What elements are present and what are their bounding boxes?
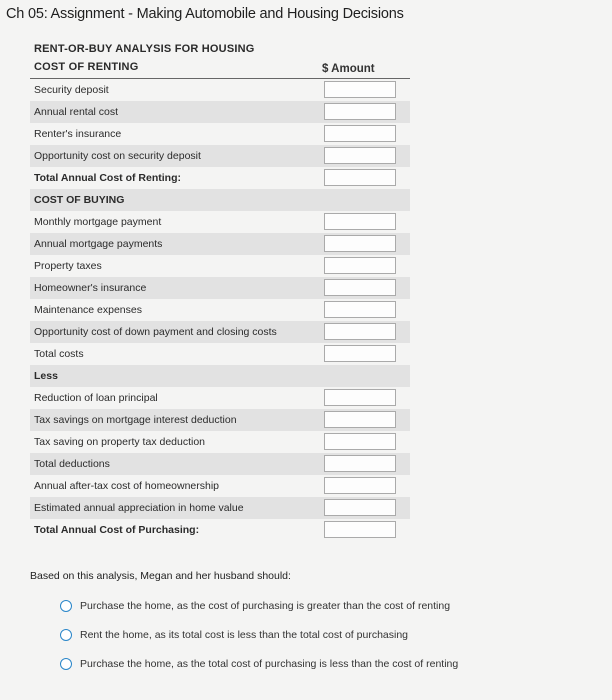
table-row <box>30 519 410 541</box>
after-tax-cost-input[interactable] <box>324 477 396 494</box>
table-row <box>30 79 410 101</box>
row-label: Total Annual Cost of Renting: <box>34 172 181 184</box>
row-label: Reduction of loan principal <box>34 392 158 404</box>
renting-section-header: COST OF RENTING <box>34 61 139 73</box>
row-label: Total costs <box>34 348 84 360</box>
table-row <box>30 277 410 299</box>
row-label: Annual mortgage payments <box>34 238 163 250</box>
row-label: Renter's insurance <box>34 128 122 140</box>
radio-button-icon[interactable] <box>60 600 72 612</box>
radio-button-icon[interactable] <box>60 658 72 670</box>
table-row <box>30 299 410 321</box>
less-section-header: Less <box>34 370 58 382</box>
amount-column-header: $ Amount <box>322 63 375 75</box>
row-label: Opportunity cost of down payment and closing costs <box>34 326 277 338</box>
homeowners-insurance-input[interactable] <box>324 279 396 296</box>
table-row <box>30 123 410 145</box>
buying-section-header: COST OF BUYING <box>34 194 125 206</box>
option-label: Rent the home, as its total cost is less than the total cost of purchasing <box>80 629 409 641</box>
opportunity-cost-deposit-input[interactable] <box>324 147 396 164</box>
property-tax-savings-input[interactable] <box>324 433 396 450</box>
table-row <box>30 343 410 365</box>
row-label: Estimated annual appreciation in home value <box>34 502 244 514</box>
row-label: Total deductions <box>34 458 110 470</box>
annual-mortgage-input[interactable] <box>324 235 396 252</box>
table-row <box>30 497 410 519</box>
total-purchasing-input[interactable] <box>324 521 396 538</box>
table-row <box>30 387 410 409</box>
table-row <box>30 409 410 431</box>
less-section-header-row <box>30 365 410 387</box>
table-row <box>30 145 410 167</box>
option-purchase-less[interactable] <box>60 658 458 670</box>
rent-or-buy-table <box>30 40 410 541</box>
table-title: RENT-OR-BUY ANALYSIS FOR HOUSING <box>34 43 255 55</box>
mortgage-interest-savings-input[interactable] <box>324 411 396 428</box>
table-row <box>30 167 410 189</box>
row-label: Opportunity cost on security deposit <box>34 150 201 162</box>
row-label: Property taxes <box>34 260 102 272</box>
option-label: Purchase the home, as the cost of purchasing is greater than the cost of renting <box>80 600 451 612</box>
table-row <box>30 475 410 497</box>
option-rent-less[interactable] <box>60 629 408 641</box>
buying-section-header-row <box>30 189 410 211</box>
row-label: Maintenance expenses <box>34 304 142 316</box>
security-deposit-input[interactable] <box>324 81 396 98</box>
annual-rental-cost-input[interactable] <box>324 103 396 120</box>
table-row <box>30 255 410 277</box>
option-purchase-greater[interactable] <box>60 600 450 612</box>
row-label: Tax savings on mortgage interest deduction <box>34 414 237 426</box>
row-label: Tax saving on property tax deduction <box>34 436 206 448</box>
radio-button-icon[interactable] <box>60 629 72 641</box>
table-row <box>30 211 410 233</box>
row-label: Annual after-tax cost of homeownership <box>34 480 220 492</box>
total-deductions-input[interactable] <box>324 455 396 472</box>
table-row <box>30 453 410 475</box>
total-renting-input[interactable] <box>324 169 396 186</box>
opportunity-cost-down-payment-input[interactable] <box>324 323 396 340</box>
monthly-mortgage-input[interactable] <box>324 213 396 230</box>
table-row <box>30 101 410 123</box>
option-label: Purchase the home, as the total cost of purchasing is less than the cost of renting <box>80 658 459 670</box>
appreciation-input[interactable] <box>324 499 396 516</box>
table-row <box>30 431 410 453</box>
property-taxes-input[interactable] <box>324 257 396 274</box>
page-title: Ch 05: Assignment - Making Automobile and Housing Decisions <box>6 6 404 22</box>
loan-principal-reduction-input[interactable] <box>324 389 396 406</box>
row-label: Annual rental cost <box>34 106 119 118</box>
renting-header-row <box>30 58 410 79</box>
renters-insurance-input[interactable] <box>324 125 396 142</box>
question-text: Based on this analysis, Megan and her husband should: <box>30 570 291 582</box>
table-row <box>30 321 410 343</box>
row-label: Homeowner's insurance <box>34 282 147 294</box>
row-label: Total Annual Cost of Purchasing: <box>34 524 200 536</box>
table-row <box>30 233 410 255</box>
row-label: Security deposit <box>34 84 109 96</box>
total-costs-input[interactable] <box>324 345 396 362</box>
maintenance-expenses-input[interactable] <box>324 301 396 318</box>
row-label: Monthly mortgage payment <box>34 216 162 228</box>
